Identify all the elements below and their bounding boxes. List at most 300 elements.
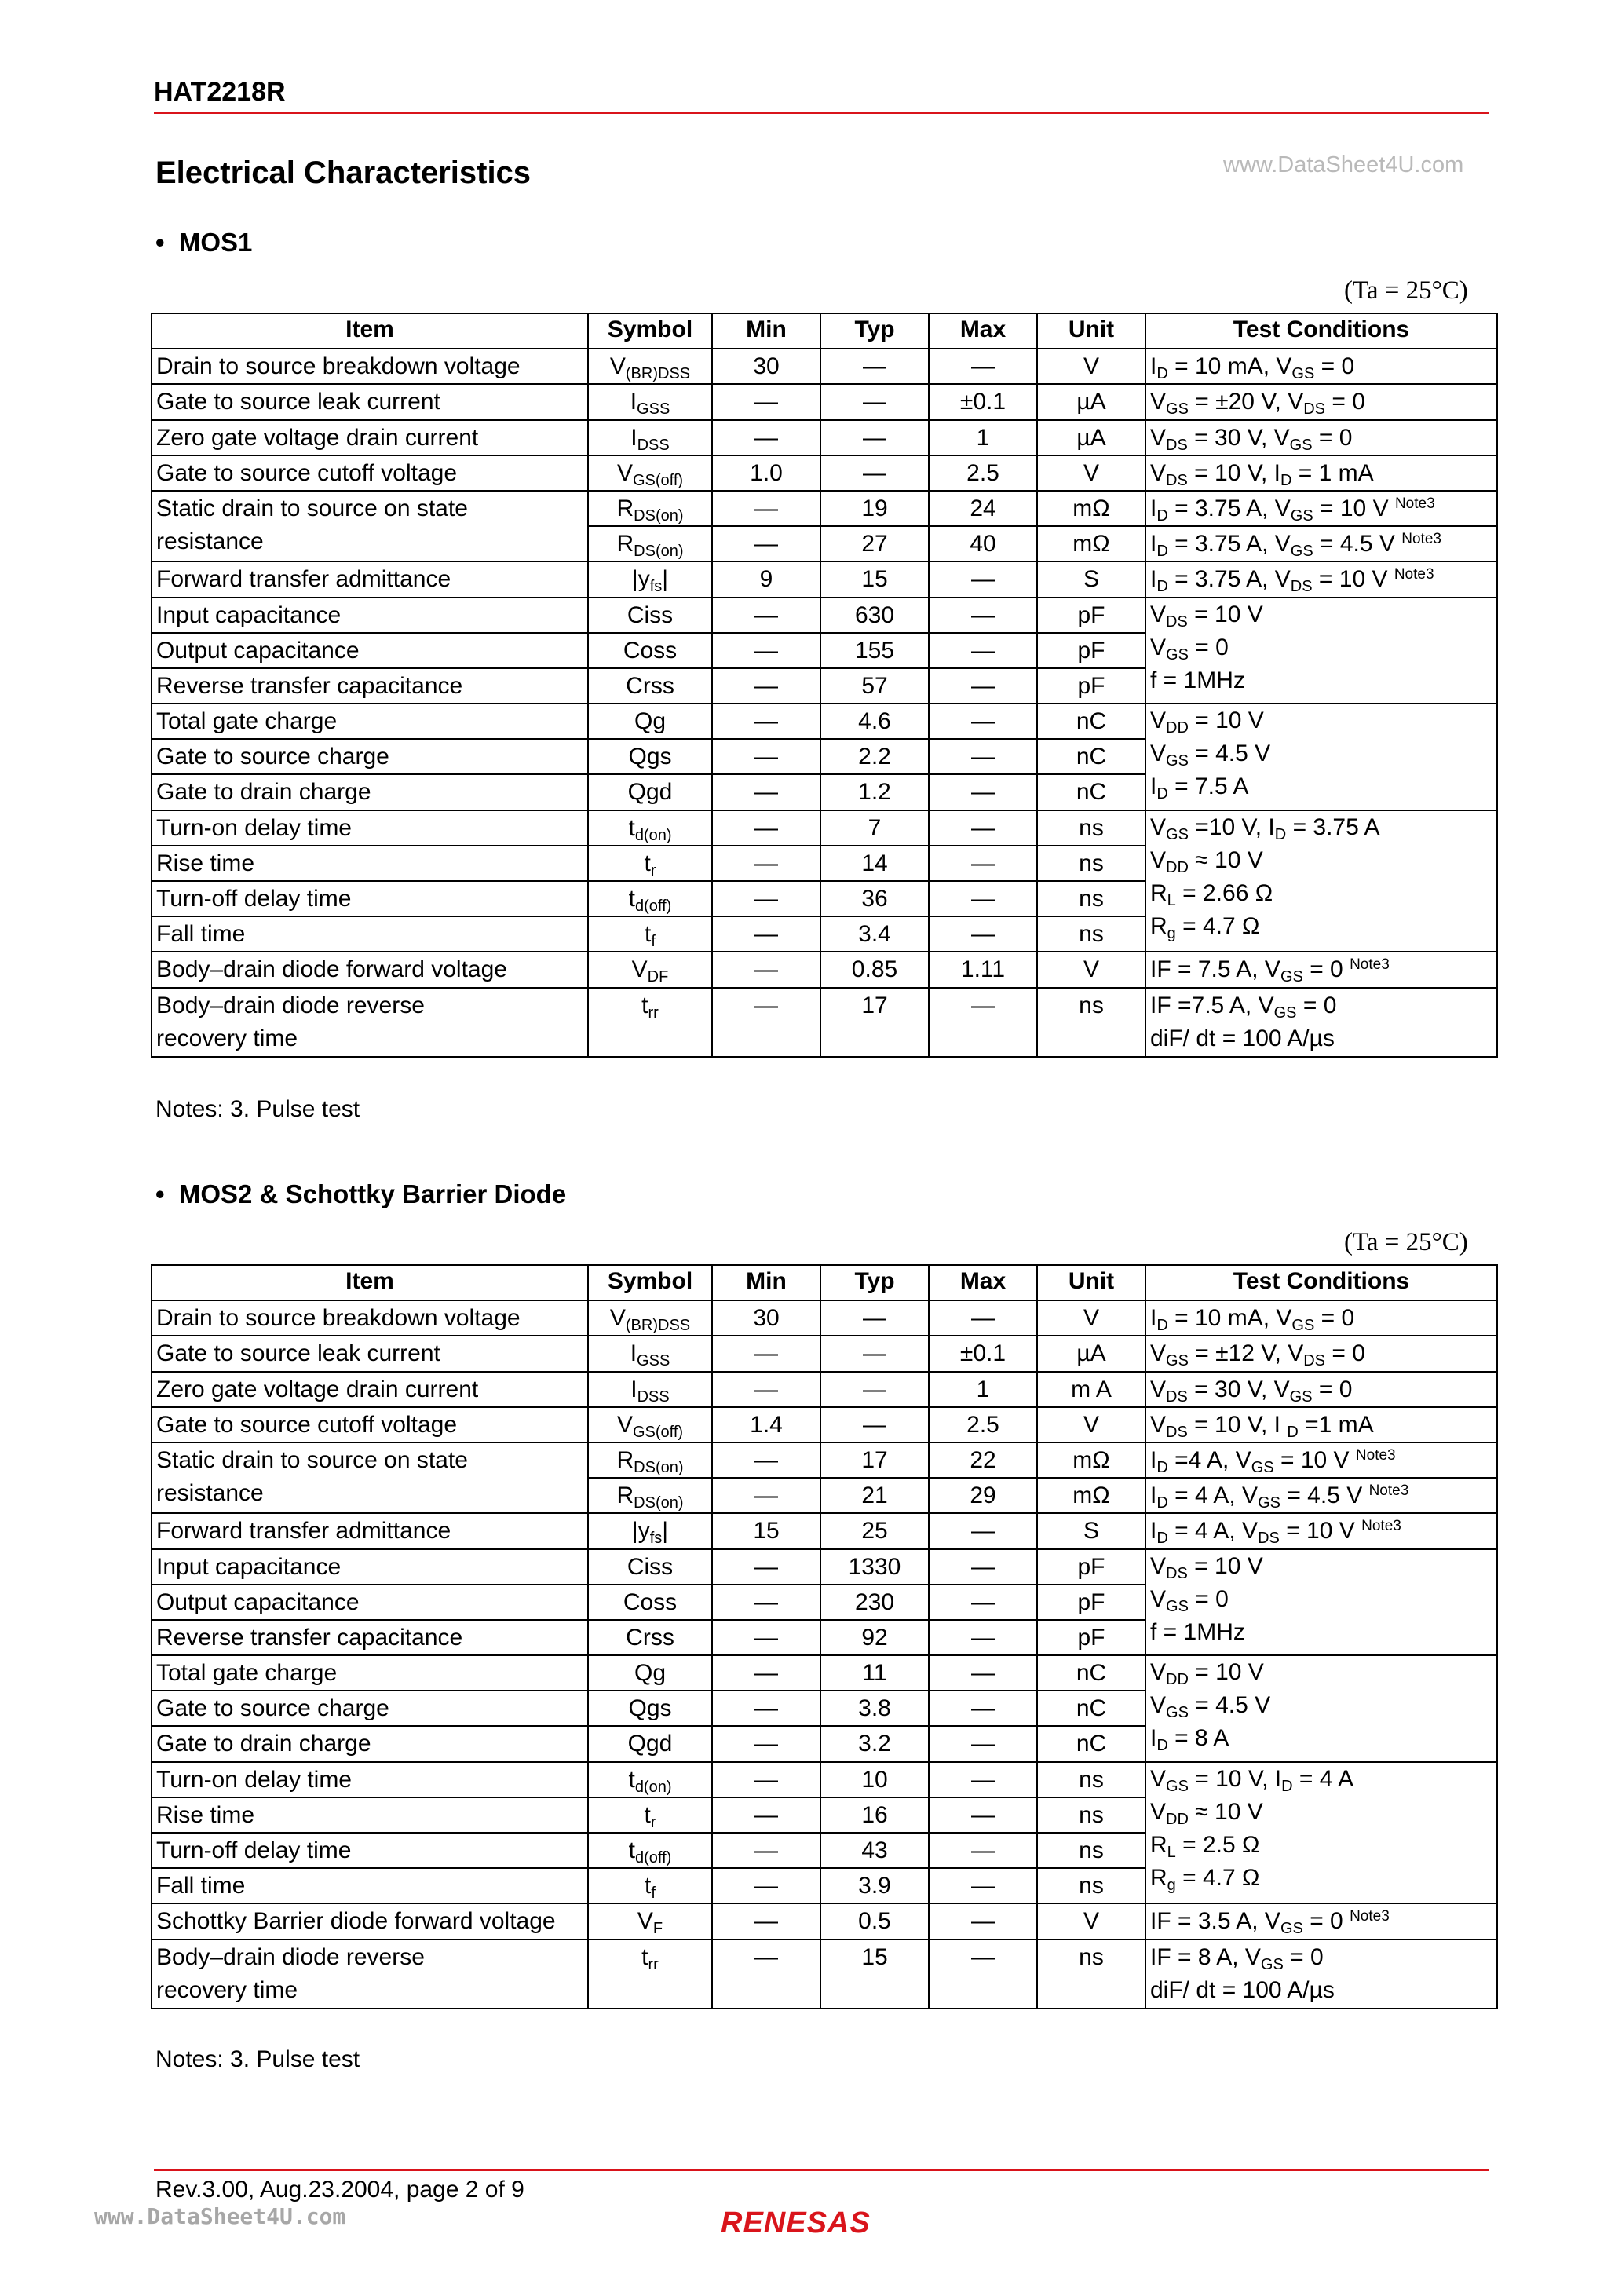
table-row	[152, 1655, 1497, 1691]
symbol-cell: $t_{d(on)}$	[588, 810, 712, 846]
col-test-conditions: Test Conditions	[1145, 1265, 1497, 1300]
unit-cell: V	[1037, 1407, 1145, 1442]
unit-cell: µA	[1037, 384, 1145, 419]
unit-cell: pF	[1037, 1620, 1145, 1655]
mos1-table	[151, 313, 1498, 1058]
min-cell: —	[712, 704, 820, 739]
table-row	[152, 810, 1497, 846]
max-cell: 1	[929, 1372, 1037, 1407]
unit-cell: ns	[1037, 881, 1145, 916]
table-row	[152, 1903, 1497, 1939]
item-cell: Zero gate voltage drain current	[152, 1372, 588, 1407]
col-unit: Unit	[1037, 313, 1145, 349]
item-cell: Gate to source leak current	[152, 1336, 588, 1371]
condition-cell: $V_{GS} = \pm 12$ V, $V_{DS} = 0$	[1145, 1336, 1497, 1371]
table-row	[152, 1940, 1497, 2009]
symbol-cell: $V_{GS(off)}$	[588, 455, 712, 491]
min-cell: —	[712, 739, 820, 774]
part-number: HAT2218R	[154, 77, 286, 107]
item-cell: Gate to drain charge	[152, 1726, 588, 1761]
condition-cell: IF = 3.5 A, $V_{GS} = 0$ $^{Note3}$	[1145, 1903, 1497, 1939]
min-cell: —	[712, 1903, 820, 1939]
symbol-cell: Qgs	[588, 739, 712, 774]
item-cell: Total gate charge	[152, 704, 588, 739]
max-cell: —	[929, 1300, 1037, 1336]
col-unit: Unit	[1037, 1265, 1145, 1300]
unit-cell: ns	[1037, 1940, 1145, 2009]
condition-cell: $I_D = 3.75$ A, $V_{DS} = 10$ V $^{Note3}$	[1145, 561, 1497, 597]
min-cell: —	[712, 420, 820, 455]
symbol-cell: Qg	[588, 704, 712, 739]
unit-cell: mΩ	[1037, 491, 1145, 526]
min-cell: —	[712, 1691, 820, 1726]
symbol-cell: $t_f$	[588, 1868, 712, 1903]
condition-cell: $I_D = 10$ mA, $V_{GS} = 0$	[1145, 349, 1497, 384]
min-cell: 30	[712, 1300, 820, 1336]
condition-cell: $V_{DS} = 30$ V, $V_{GS} = 0$	[1145, 1372, 1497, 1407]
item-cell: Reverse transfer capacitance	[152, 668, 588, 704]
ta-note-mos1: (Ta = 25°C)	[1344, 276, 1468, 305]
table-row	[152, 491, 1497, 526]
unit-cell: V	[1037, 952, 1145, 987]
item-cell: Gate to source charge	[152, 1691, 588, 1726]
min-cell: —	[712, 526, 820, 561]
max-cell: —	[929, 598, 1037, 633]
item-cell: Rise time	[152, 1797, 588, 1833]
typ-cell: 1.2	[820, 774, 929, 810]
typ-cell: —	[820, 1300, 929, 1336]
item-cell: Gate to drain charge	[152, 774, 588, 810]
min-cell: 30	[712, 349, 820, 384]
table-row	[152, 384, 1497, 419]
unit-cell: nC	[1037, 1655, 1145, 1691]
max-cell: —	[929, 349, 1037, 384]
max-cell: —	[929, 916, 1037, 952]
condition-cell: $V_{GS} = \pm 20$ V, $V_{DS} = 0$	[1145, 384, 1497, 419]
unit-cell: pF	[1037, 1585, 1145, 1620]
ta-note-mos2: (Ta = 25°C)	[1344, 1228, 1468, 1256]
item-cell: Schottky Barrier diode forward voltage	[152, 1903, 588, 1939]
table-row	[152, 704, 1497, 739]
max-cell: —	[929, 810, 1037, 846]
table-header-row	[152, 1265, 1497, 1300]
table-row	[152, 1549, 1497, 1585]
condition-cell: $V_{DS} = 10$ V, I $_D$ =1 mA	[1145, 1407, 1497, 1442]
unit-cell: m A	[1037, 1372, 1145, 1407]
typ-cell: 1330	[820, 1549, 929, 1585]
max-cell: —	[929, 1655, 1037, 1691]
min-cell: —	[712, 1478, 820, 1513]
typ-cell: 27	[820, 526, 929, 561]
typ-cell: 21	[820, 1478, 929, 1513]
min-cell: 9	[712, 561, 820, 597]
watermark-link[interactable]: www.DataSheet4U.com	[1223, 152, 1464, 177]
table-row	[152, 988, 1497, 1057]
symbol-cell: Crss	[588, 1620, 712, 1655]
max-cell: 1.11	[929, 952, 1037, 987]
max-cell: ±0.1	[929, 384, 1037, 419]
footer-rule	[154, 2169, 1489, 2171]
max-cell: —	[929, 1940, 1037, 2009]
item-cell: Static drain to source on state resistance	[152, 1442, 588, 1513]
max-cell: 22	[929, 1442, 1037, 1478]
item-cell: Output capacitance	[152, 633, 588, 668]
page-title: Electrical Characteristics	[155, 155, 532, 190]
item-cell: Body–drain diode reverse recovery time	[152, 988, 588, 1057]
col-item: Item	[152, 313, 588, 349]
unit-cell: nC	[1037, 704, 1145, 739]
table-row	[152, 561, 1497, 597]
condition-cell: $V_{GS} =10$ V, $I_D = 3.75$ A $V_{DD} \approx 10$ V $R_L = 2.66$ Ω $R_g = 4.7$ Ω	[1145, 810, 1497, 952]
typ-cell: 17	[820, 1442, 929, 1478]
max-cell: —	[929, 561, 1037, 597]
max-cell: 2.5	[929, 1407, 1037, 1442]
item-cell: Drain to source breakdown voltage	[152, 349, 588, 384]
symbol-cell: Qgs	[588, 1691, 712, 1726]
condition-cell: $V_{DS} = 10$ V, $I_D = 1$ mA	[1145, 455, 1497, 491]
min-cell: —	[712, 491, 820, 526]
typ-cell: 16	[820, 1797, 929, 1833]
typ-cell: 15	[820, 1940, 929, 2009]
min-cell: —	[712, 988, 820, 1057]
condition-cell: IF = 8 A, $V_{GS} = 0$ diF/ dt = 100 A/µs	[1145, 1940, 1497, 2009]
min-cell: —	[712, 1372, 820, 1407]
min-cell: —	[712, 1868, 820, 1903]
symbol-cell: $t_f$	[588, 916, 712, 952]
item-cell: Input capacitance	[152, 598, 588, 633]
max-cell: —	[929, 846, 1037, 881]
min-cell: —	[712, 952, 820, 987]
min-cell: —	[712, 916, 820, 952]
table-row	[152, 952, 1497, 987]
header-rule	[154, 112, 1489, 114]
item-cell: Gate to source cutoff voltage	[152, 1407, 588, 1442]
min-cell: —	[712, 1585, 820, 1620]
symbol-cell: Qgd	[588, 1726, 712, 1761]
item-cell: Fall time	[152, 916, 588, 952]
table-row	[152, 598, 1497, 633]
table-row	[152, 420, 1497, 455]
unit-cell: pF	[1037, 633, 1145, 668]
min-cell: —	[712, 1833, 820, 1868]
typ-cell: 43	[820, 1833, 929, 1868]
unit-cell: pF	[1037, 598, 1145, 633]
symbol-cell: Ciss	[588, 598, 712, 633]
symbol-cell: $I_{GSS}$	[588, 1336, 712, 1371]
symbol-cell: Coss	[588, 1585, 712, 1620]
unit-cell: pF	[1037, 1549, 1145, 1585]
symbol-cell: $R_{DS(on)}$	[588, 526, 712, 561]
item-cell: Drain to source breakdown voltage	[152, 1300, 588, 1336]
mos1-notes: Notes: 3. Pulse test	[155, 1096, 360, 1122]
condition-cell: $V_{DS} = 10$ V $V_{GS} = 0$ f = 1MHz	[1145, 1549, 1497, 1656]
table-row	[152, 1762, 1497, 1797]
max-cell: —	[929, 774, 1037, 810]
item-cell: Body–drain diode reverse recovery time	[152, 1940, 588, 2009]
unit-cell: V	[1037, 455, 1145, 491]
unit-cell: V	[1037, 1300, 1145, 1336]
symbol-cell: $V_{GS(off)}$	[588, 1407, 712, 1442]
unit-cell: ns	[1037, 1868, 1145, 1903]
table-row	[152, 1336, 1497, 1371]
min-cell: —	[712, 1762, 820, 1797]
mos2-table	[151, 1264, 1498, 2009]
symbol-cell: $I_{GSS}$	[588, 384, 712, 419]
item-cell: Total gate charge	[152, 1655, 588, 1691]
unit-cell: ns	[1037, 988, 1145, 1057]
unit-cell: µA	[1037, 420, 1145, 455]
symbol-cell: $V_{DF}$	[588, 952, 712, 987]
typ-cell: 3.8	[820, 1691, 929, 1726]
item-cell: Turn-on delay time	[152, 1762, 588, 1797]
symbol-cell: $R_{DS(on)}$	[588, 491, 712, 526]
min-cell: —	[712, 1336, 820, 1371]
max-cell: —	[929, 1620, 1037, 1655]
symbol-cell: $t_{rr}$	[588, 988, 712, 1057]
typ-cell: 4.6	[820, 704, 929, 739]
typ-cell: 36	[820, 881, 929, 916]
condition-cell: $I_D = 4$ A, $V_{GS} = 4.5$ V $^{Note3}$	[1145, 1478, 1497, 1513]
min-cell: 15	[712, 1513, 820, 1548]
col-max: Max	[929, 1265, 1037, 1300]
typ-cell: 630	[820, 598, 929, 633]
max-cell: —	[929, 1549, 1037, 1585]
section-mos1-heading: • MOS1	[155, 228, 253, 257]
condition-cell: IF = 7.5 A, $V_{GS} = 0$ $^{Note3}$	[1145, 952, 1497, 987]
section-mos2-heading: • MOS2 & Schottky Barrier Diode	[155, 1179, 567, 1208]
condition-cell: IF =7.5 A, $V_{GS} = 0$ diF/ dt = 100 A/µs	[1145, 988, 1497, 1057]
symbol-cell: $|y_{fs}|$	[588, 561, 712, 597]
symbol-cell: $t_r$	[588, 846, 712, 881]
col-symbol: Symbol	[588, 1265, 712, 1300]
condition-cell: $V_{DS} = 10$ V $V_{GS} = 0$ f = 1MHz	[1145, 598, 1497, 704]
typ-cell: 92	[820, 1620, 929, 1655]
min-cell: —	[712, 1655, 820, 1691]
col-max: Max	[929, 313, 1037, 349]
item-cell: Input capacitance	[152, 1549, 588, 1585]
table-header-row	[152, 313, 1497, 349]
unit-cell: nC	[1037, 774, 1145, 810]
unit-cell: µA	[1037, 1336, 1145, 1371]
min-cell: —	[712, 1442, 820, 1478]
symbol-cell: Qg	[588, 1655, 712, 1691]
col-typ: Typ	[820, 313, 929, 349]
unit-cell: ns	[1037, 1797, 1145, 1833]
item-cell: Forward transfer admittance	[152, 561, 588, 597]
unit-cell: ns	[1037, 916, 1145, 952]
unit-cell: ns	[1037, 810, 1145, 846]
typ-cell: 7	[820, 810, 929, 846]
min-cell: 1.0	[712, 455, 820, 491]
min-cell: —	[712, 881, 820, 916]
condition-cell: $I_D =4$ A, $V_{GS} = 10$ V $^{Note3}$	[1145, 1442, 1497, 1478]
typ-cell: 3.2	[820, 1726, 929, 1761]
unit-cell: nC	[1037, 1691, 1145, 1726]
item-cell: Reverse transfer capacitance	[152, 1620, 588, 1655]
typ-cell: 2.2	[820, 739, 929, 774]
typ-cell: —	[820, 420, 929, 455]
typ-cell: —	[820, 349, 929, 384]
item-cell: Gate to source leak current	[152, 384, 588, 419]
item-cell: Fall time	[152, 1868, 588, 1903]
unit-cell: ns	[1037, 846, 1145, 881]
unit-cell: S	[1037, 1513, 1145, 1548]
max-cell: —	[929, 704, 1037, 739]
unit-cell: mΩ	[1037, 526, 1145, 561]
max-cell: —	[929, 1762, 1037, 1797]
col-test-conditions: Test Conditions	[1145, 313, 1497, 349]
min-cell: —	[712, 846, 820, 881]
unit-cell: pF	[1037, 668, 1145, 704]
col-item: Item	[152, 1265, 588, 1300]
unit-cell: V	[1037, 1903, 1145, 1939]
min-cell: —	[712, 1726, 820, 1761]
typ-cell: 3.4	[820, 916, 929, 952]
symbol-cell: $t_{d(off)}$	[588, 1833, 712, 1868]
item-cell: Zero gate voltage drain current	[152, 420, 588, 455]
typ-cell: —	[820, 455, 929, 491]
max-cell: —	[929, 668, 1037, 704]
item-cell: Body–drain diode forward voltage	[152, 952, 588, 987]
item-cell: Forward transfer admittance	[152, 1513, 588, 1548]
min-cell: —	[712, 1797, 820, 1833]
typ-cell: 57	[820, 668, 929, 704]
symbol-cell: Coss	[588, 633, 712, 668]
item-cell: Gate to source charge	[152, 739, 588, 774]
typ-cell: —	[820, 1407, 929, 1442]
symbol-cell: $V_{(BR)DSS}$	[588, 349, 712, 384]
min-cell: —	[712, 774, 820, 810]
typ-cell: 17	[820, 988, 929, 1057]
unit-cell: nC	[1037, 739, 1145, 774]
symbol-cell: $t_r$	[588, 1797, 712, 1833]
condition-cell: $I_D = 3.75$ A, $V_{GS} = 4.5$ V $^{Note3}$	[1145, 526, 1497, 561]
max-cell: —	[929, 1585, 1037, 1620]
item-cell: Output capacitance	[152, 1585, 588, 1620]
table-row	[152, 1300, 1497, 1336]
unit-cell: ns	[1037, 1762, 1145, 1797]
max-cell: —	[929, 1833, 1037, 1868]
renesas-logo: RENESAS	[721, 2206, 871, 2239]
min-cell: —	[712, 668, 820, 704]
min-cell: —	[712, 384, 820, 419]
typ-cell: 14	[820, 846, 929, 881]
max-cell: ±0.1	[929, 1336, 1037, 1371]
symbol-cell: $t_{d(on)}$	[588, 1762, 712, 1797]
max-cell: —	[929, 1903, 1037, 1939]
unit-cell: nC	[1037, 1726, 1145, 1761]
condition-cell: $I_D = 3.75$ A, $V_{GS} = 10$ V $^{Note3}$	[1145, 491, 1497, 526]
max-cell: 24	[929, 491, 1037, 526]
table-row	[152, 1513, 1497, 1548]
footer-revision: Rev.3.00, Aug.23.2004, page 2 of 9	[155, 2177, 524, 2203]
max-cell: 29	[929, 1478, 1037, 1513]
mos2-notes: Notes: 3. Pulse test	[155, 2046, 360, 2072]
col-typ: Typ	[820, 1265, 929, 1300]
item-cell: Gate to source cutoff voltage	[152, 455, 588, 491]
typ-cell: 25	[820, 1513, 929, 1548]
max-cell: —	[929, 988, 1037, 1057]
min-cell: 1.4	[712, 1407, 820, 1442]
symbol-cell: Crss	[588, 668, 712, 704]
unit-cell: mΩ	[1037, 1442, 1145, 1478]
unit-cell: V	[1037, 349, 1145, 384]
max-cell: —	[929, 1868, 1037, 1903]
typ-cell: —	[820, 1372, 929, 1407]
table-row	[152, 455, 1497, 491]
max-cell: 40	[929, 526, 1037, 561]
item-cell: Turn-on delay time	[152, 810, 588, 846]
typ-cell: 10	[820, 1762, 929, 1797]
symbol-cell: $R_{DS(on)}$	[588, 1442, 712, 1478]
typ-cell: 230	[820, 1585, 929, 1620]
symbol-cell: $I_{DSS}$	[588, 420, 712, 455]
footer-watermark-link[interactable]: www.DataSheet4U.com	[94, 2203, 346, 2229]
max-cell: —	[929, 739, 1037, 774]
condition-cell: $V_{GS} = 10$ V, $I_D = 4$ A $V_{DD} \approx 10$ V $R_L = 2.5$ Ω $R_g = 4.7$ Ω	[1145, 1762, 1497, 1904]
max-cell: 2.5	[929, 455, 1037, 491]
min-cell: —	[712, 810, 820, 846]
unit-cell: mΩ	[1037, 1478, 1145, 1513]
table-row	[152, 349, 1497, 384]
col-symbol: Symbol	[588, 313, 712, 349]
unit-cell: S	[1037, 561, 1145, 597]
item-cell: Turn-off delay time	[152, 881, 588, 916]
typ-cell: 0.85	[820, 952, 929, 987]
max-cell: —	[929, 1691, 1037, 1726]
max-cell: —	[929, 1513, 1037, 1548]
condition-cell: $I_D = 4$ A, $V_{DS} = 10$ V $^{Note3}$	[1145, 1513, 1497, 1548]
typ-cell: 19	[820, 491, 929, 526]
item-cell: Rise time	[152, 846, 588, 881]
symbol-cell: $|y_{fs}|$	[588, 1513, 712, 1548]
max-cell: —	[929, 1726, 1037, 1761]
table-row	[152, 1372, 1497, 1407]
symbol-cell: $V_F$	[588, 1903, 712, 1939]
min-cell: —	[712, 1549, 820, 1585]
min-cell: —	[712, 633, 820, 668]
symbol-cell: $t_{rr}$	[588, 1940, 712, 2009]
table-row	[152, 1407, 1497, 1442]
typ-cell: 15	[820, 561, 929, 597]
max-cell: —	[929, 881, 1037, 916]
symbol-cell: Ciss	[588, 1549, 712, 1585]
max-cell: 1	[929, 420, 1037, 455]
typ-cell: 3.9	[820, 1868, 929, 1903]
condition-cell: $V_{DD} = 10$ V $V_{GS} = 4.5$ V $I_D = 8$ A	[1145, 1655, 1497, 1762]
col-min: Min	[712, 1265, 820, 1300]
condition-cell: $I_D = 10$ mA, $V_{GS} = 0$	[1145, 1300, 1497, 1336]
symbol-cell: Qgd	[588, 774, 712, 810]
symbol-cell: $R_{DS(on)}$	[588, 1478, 712, 1513]
min-cell: —	[712, 1620, 820, 1655]
max-cell: —	[929, 1797, 1037, 1833]
min-cell: —	[712, 598, 820, 633]
symbol-cell: $t_{d(off)}$	[588, 881, 712, 916]
typ-cell: 11	[820, 1655, 929, 1691]
item-cell: Static drain to source on state resistance	[152, 491, 588, 561]
condition-cell: $V_{DD} = 10$ V $V_{GS} = 4.5$ V $I_D = 7.5$ A	[1145, 704, 1497, 810]
typ-cell: 155	[820, 633, 929, 668]
min-cell: —	[712, 1940, 820, 2009]
table-row	[152, 1442, 1497, 1478]
typ-cell: —	[820, 1336, 929, 1371]
condition-cell: $V_{DS} = 30$ V, $V_{GS} = 0$	[1145, 420, 1497, 455]
unit-cell: ns	[1037, 1833, 1145, 1868]
symbol-cell: $V_{(BR)DSS}$	[588, 1300, 712, 1336]
typ-cell: —	[820, 384, 929, 419]
max-cell: —	[929, 633, 1037, 668]
